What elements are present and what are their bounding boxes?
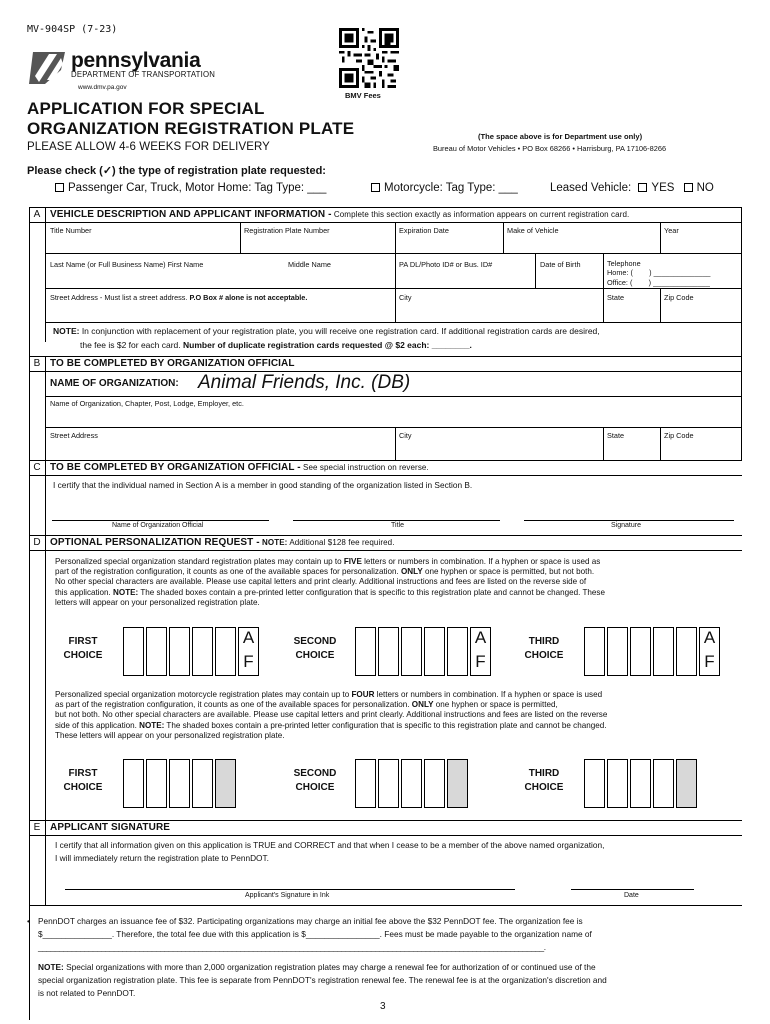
expiration-field[interactable]: Expiration Date (399, 226, 449, 235)
third-choice-box[interactable] (653, 759, 674, 808)
first-choice-box[interactable] (123, 759, 144, 808)
instruction-line: Personalized special organization standard registration plates may contain up to FIVE letters or numbers in combination. If a hyphen or space is used as (55, 557, 601, 566)
agency-name: pennsylvania (71, 49, 201, 72)
first-choice-box[interactable] (169, 627, 190, 676)
fee-bullet: • (27, 916, 30, 926)
make-field[interactable]: Make of Vehicle (507, 226, 559, 235)
dept-use-note: (The space above is for Department use only) (478, 132, 643, 141)
leased-no-checkbox[interactable] (684, 183, 693, 192)
fee-line-2[interactable]: $_______________. Therefore, the total fee due with this application is $________________. Fees must be made payable to the organization name of (38, 929, 592, 939)
instruction-line: letters will appear on your personalized registration plate. (55, 597, 260, 607)
section-a-note: NOTE: In conjunction with replacement of your registration plate, you will receive one registration card. If additional registration cards are desired, (53, 326, 600, 336)
preprint-letter-bottom: F (475, 652, 486, 671)
plate-type-prompt: Please check (✓) the type of registration plate requested: (27, 165, 326, 177)
instruction-line: Personalized special organization motorcycle registration plates may contain up to FOUR letters or numbers in combination. If a hyphen or space is used (55, 690, 603, 699)
second-choice-sublabel: CHOICE (295, 782, 335, 793)
org-zip-field[interactable]: Zip Code (664, 431, 694, 440)
penndot-logo (27, 50, 67, 84)
motorcycle-label: Motorcycle: Tag Type: ___ (384, 182, 518, 194)
first-choice-box[interactable] (146, 627, 167, 676)
instruction-line: as part of the registration configuration, it counts as one of the available spaces for personalization. ONLY one hyphen or space is permitted, (55, 700, 558, 710)
allow-notice: PLEASE ALLOW 4-6 WEEKS FOR DELIVERY (27, 141, 270, 153)
org-name-value[interactable]: Animal Friends, Inc. (DB) (198, 372, 411, 393)
first-choice-box[interactable] (123, 627, 144, 676)
pa-dl-field[interactable]: PA DL/Photo ID# or Bus. ID# (399, 260, 493, 269)
second-choice-sublabel: CHOICE (295, 650, 335, 661)
second-choice-box[interactable] (378, 759, 399, 808)
section-c-title: TO BE COMPLETED BY ORGANIZATION OFFICIAL - See special instruction on reverse. (50, 462, 429, 473)
middle-name-field[interactable]: Middle Name (288, 260, 331, 269)
first-choice-box[interactable] (192, 759, 213, 808)
third-choice-label: THIRD (528, 636, 560, 647)
section-c-header (29, 460, 742, 476)
note-line-1: NOTE: Special organizations with more than 2,000 organization registration plates may charge a renewal fee for authorization of or continued use of the (38, 962, 596, 972)
name-field[interactable]: Last Name (or Full Business Name) First Name (50, 260, 204, 269)
section-c-letter: C (29, 461, 46, 475)
passenger-label: Passenger Car, Truck, Motor Home: Tag Type: ___ (68, 182, 327, 194)
form-bottom-rule (29, 905, 742, 906)
agency-department: DEPARTMENT OF TRANSPORTATION (71, 70, 216, 79)
home-phone-field[interactable]: Home: ( ) ______________ (607, 268, 711, 277)
row1-bottom (45, 253, 741, 254)
motorcycle-checkbox[interactable] (371, 183, 380, 192)
qr-code-icon (339, 28, 399, 88)
section-c-certify: I certify that the individual named in Section A is a member in good standing of the organization listed in Section B. (53, 480, 473, 490)
first-choice-box[interactable] (146, 759, 167, 808)
qr-code (339, 28, 399, 88)
applicant-signature-label: Applicant's Signature in Ink (245, 892, 330, 899)
zip-field[interactable]: Zip Code (664, 293, 694, 302)
instruction-line: this application. NOTE: The shaded boxes contain a pre-printed letter configuration that is specific to this registration plate and cannot be changed. These (55, 587, 605, 597)
telephone-label: Telephone (607, 259, 641, 268)
city-field[interactable]: City (399, 293, 412, 302)
instruction-line: part of the registration configuration, it counts as one of the available spaces for personalization. ONLY one hyphen or space is permitted, but not both. (55, 567, 595, 577)
leased-label: Leased Vehicle: (550, 182, 632, 194)
section-a-note-2: the fee is $2 for each card. Number of duplicate registration cards requested @ $2 each: ________. (80, 340, 472, 350)
form-left-border (29, 207, 30, 1020)
official-name-label: Name of Organization Official (112, 522, 204, 529)
second-choice-box[interactable] (378, 627, 399, 676)
page-number: 3 (380, 1001, 386, 1012)
office-phone-field[interactable]: Office: ( ) ______________ (607, 278, 710, 287)
third-choice-box[interactable] (607, 759, 628, 808)
third-choice-label: THIRD (528, 768, 560, 779)
section-e-title: APPLICANT SIGNATURE (50, 822, 171, 833)
title-line2: ORGANIZATION REGISTRATION PLATE (27, 119, 355, 138)
official-title-label: Title (391, 522, 404, 529)
leased-yes-label: YES (651, 182, 675, 194)
first-choice-box[interactable] (215, 627, 236, 676)
year-field[interactable]: Year (664, 226, 679, 235)
section-d-header (29, 535, 742, 551)
first-choice-box[interactable] (192, 627, 213, 676)
third-choice-box[interactable] (676, 627, 697, 676)
bureau-address: Bureau of Motor Vehicles • PO Box 68266 • Harrisburg, PA 17106-8266 (433, 144, 667, 153)
second-choice-box[interactable] (355, 759, 376, 808)
first-choice-sublabel: CHOICE (63, 650, 103, 661)
first-choice-label: FIRST (68, 768, 98, 779)
third-choice-sublabel: CHOICE (524, 650, 564, 661)
section-d-letter: D (29, 536, 46, 550)
bmv-fees-label: BMV Fees (345, 91, 381, 100)
second-choice-box[interactable] (355, 627, 376, 676)
street-address-field[interactable]: Street Address - Must list a street address. P.O Box # alone is not acceptable. (50, 293, 308, 302)
date-label: Date (624, 892, 639, 899)
second-choice-box[interactable] (424, 627, 445, 676)
third-choice-box[interactable] (630, 759, 651, 808)
first-choice-box (215, 759, 236, 808)
preprint-letter-bottom: F (704, 652, 715, 671)
agency-url: www.dmv.pa.gov (78, 84, 127, 91)
preprint-letter-top: A (242, 628, 255, 647)
org-name-sub: Name of Organization, Chapter, Post, Lodge, Employer, etc. (50, 399, 244, 408)
instruction-line: side of this application. NOTE: The shaded boxes contain a pre-printed letter configuration that is specific to this registration plate and cannot be changed. (55, 720, 607, 730)
first-choice-box[interactable] (169, 759, 190, 808)
second-choice-box (447, 759, 468, 808)
preprint-letter-top: A (703, 628, 716, 647)
section-a-letter: A (29, 208, 46, 222)
passenger-checkbox[interactable] (55, 183, 64, 192)
form-right-border-top (741, 207, 742, 460)
note-line-3: is not related to PennDOT. (38, 988, 136, 998)
third-choice-sublabel: CHOICE (524, 782, 564, 793)
leased-option (550, 182, 714, 194)
section-e-letter: E (29, 821, 46, 835)
state-field[interactable]: State (607, 293, 625, 302)
preprint-letter-bottom: F (243, 652, 254, 671)
section-e-header (29, 820, 742, 836)
section-d-title: OPTIONAL PERSONALIZATION REQUEST - NOTE: Additional $128 fee required. (50, 537, 395, 548)
preprint-letter-top: A (474, 628, 487, 647)
section-b-title: TO BE COMPLETED BY ORGANIZATION OFFICIAL (50, 358, 295, 369)
second-choice-label: SECOND (293, 636, 337, 647)
section-a-title: VEHICLE DESCRIPTION AND APPLICANT INFORMATION - Complete this section exactly as information appears on current registration card. (50, 209, 630, 220)
third-choice-box[interactable] (607, 627, 628, 676)
org-state-field[interactable]: State (607, 431, 625, 440)
second-choice-box[interactable] (401, 627, 422, 676)
fee-line-3[interactable]: ________________________________________________________________________________________________________________________. (38, 942, 546, 952)
title-line1: APPLICATION FOR SPECIAL (27, 99, 265, 118)
dob-field[interactable]: Date of Birth (540, 260, 581, 269)
leased-yes-checkbox[interactable] (638, 183, 647, 192)
org-city-field[interactable]: City (399, 431, 412, 440)
third-choice-box (676, 759, 697, 808)
note-line-2: special organization registration plate. This fee is separate from PennDOT's registration renewal fee. The renewal fee is at the organization's discretion and (38, 975, 607, 985)
form-id: MV-904SP (7-23) (27, 24, 118, 35)
section-a-header (29, 207, 742, 223)
first-choice-sublabel: CHOICE (63, 782, 103, 793)
section-e-certify-1: I certify that all information given on this application is TRUE and CORRECT and that when I cease to be a member of the above named organization, (55, 840, 605, 850)
org-street-field[interactable]: Street Address (50, 431, 98, 440)
plate-number-field[interactable]: Registration Plate Number (244, 226, 330, 235)
section-b-header (29, 356, 742, 372)
instruction-line: These letters will appear on your personalized registration plate. (55, 730, 285, 740)
instruction-line: No other special characters are available. Please use capital letters and print clearly. Additional instructions and fees are listed on the reverse side of (55, 577, 587, 587)
third-choice-box[interactable] (584, 627, 605, 676)
title-number-field[interactable]: Title Number (50, 226, 92, 235)
second-choice-box[interactable] (424, 759, 445, 808)
leased-no-label: NO (696, 182, 714, 194)
official-signature-label: Signature (611, 522, 641, 529)
second-choice-label: SECOND (293, 768, 337, 779)
third-choice-box[interactable] (653, 627, 674, 676)
first-choice-label: FIRST (68, 636, 98, 647)
plate-type-options (55, 182, 326, 194)
second-choice-box[interactable] (447, 627, 468, 676)
motorcycle-option (371, 182, 518, 194)
motorcycle-plate-instructions (55, 690, 607, 741)
third-choice-box[interactable] (630, 627, 651, 676)
instruction-line: but not both. No other special characters are available. Please use capital letters and print clearly. Additional instructions and fees are listed on the reverse (55, 710, 608, 720)
section-e-certify-2: I will immediately return the registration plate to PennDOT. (55, 853, 269, 863)
third-choice-box[interactable] (584, 759, 605, 808)
fee-line-1: PennDOT charges an issuance fee of $32. Participating organizations may charge an initial fee above the $32 PennDOT fee. The organization fee is (38, 916, 583, 926)
section-a-inner-border (45, 222, 46, 342)
second-choice-box[interactable] (401, 759, 422, 808)
keystone-logo-icon (27, 50, 67, 84)
section-b-letter: B (29, 357, 46, 371)
standard-plate-instructions (55, 557, 605, 608)
org-name-label: NAME OF ORGANIZATION: (50, 378, 179, 389)
